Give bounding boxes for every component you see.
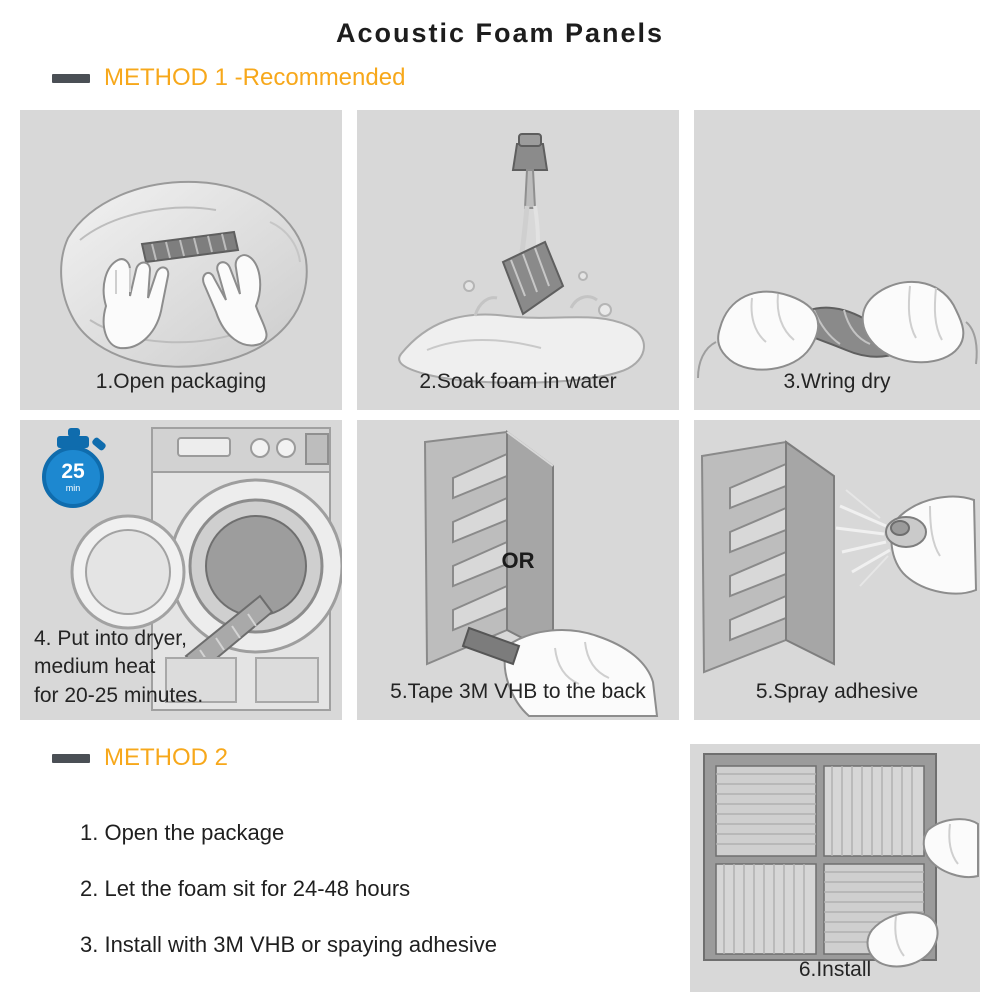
or-label: OR xyxy=(501,548,535,573)
step-4-caption xyxy=(34,625,203,710)
step-4-caption-line-1: 4. Put into dryer, xyxy=(34,626,187,650)
illustration-spray-adhesive xyxy=(694,420,980,720)
step-panel-soak-foam xyxy=(357,110,679,410)
step-1-caption: 1.Open packaging xyxy=(95,370,267,393)
timer-arm-icon xyxy=(91,436,107,451)
illustration-install xyxy=(690,744,980,992)
timer-unit: min xyxy=(65,483,81,493)
illustration-wring-dry xyxy=(694,110,980,410)
step-panel-dryer xyxy=(20,420,342,720)
step-4-caption-line-2: medium heat xyxy=(34,655,156,679)
step-4-caption-line-3: for 20-25 minutes. xyxy=(34,683,204,707)
method-2-steps-list xyxy=(80,805,497,973)
step-2-caption: 2.Soak foam in water xyxy=(419,370,617,393)
step-5-tape-caption: 5.Tape 3M VHB to the back xyxy=(390,680,646,703)
method-1-heading xyxy=(52,64,405,92)
method-2-step-3: 3. Install with 3M VHB or spaying adhesive xyxy=(80,932,497,957)
step-5-spray-caption: 5.Spray adhesive xyxy=(755,680,919,703)
step-panel-wring-dry xyxy=(694,110,980,410)
step-panel-open-packaging xyxy=(20,110,342,410)
timer-badge xyxy=(34,428,112,510)
illustration-soak-foam xyxy=(357,110,679,410)
step-panel-tape-vhb xyxy=(357,420,679,720)
step-panel-spray-adhesive xyxy=(694,420,980,720)
method-1-label: METHOD 1 -Recommended xyxy=(104,64,406,91)
method-2-label: METHOD 2 xyxy=(104,744,229,771)
timer-dial xyxy=(42,446,104,508)
dash-icon xyxy=(52,74,90,83)
method-2-step-1: 1. Open the package xyxy=(80,820,285,845)
timer-value: 25 xyxy=(61,460,85,483)
step-panel-install xyxy=(690,744,980,992)
step-6-caption: 6.Install xyxy=(798,958,872,981)
page-title: Acoustic Foam Panels xyxy=(335,18,665,48)
dash-icon xyxy=(52,754,90,763)
illustration-open-packaging xyxy=(20,110,342,410)
method-2-heading xyxy=(52,744,228,772)
step-3-caption: 3.Wring dry xyxy=(783,370,891,393)
method-2-step-2: 2. Let the foam sit for 24-48 hours xyxy=(80,876,411,901)
